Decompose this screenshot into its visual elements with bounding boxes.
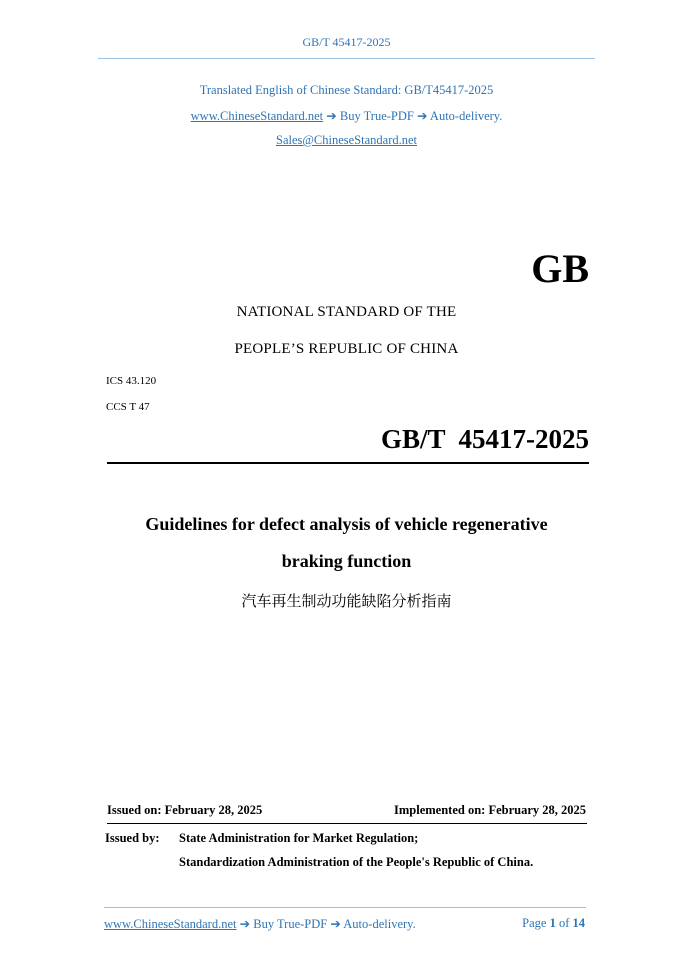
implemented-on: Implemented on: February 28, 2025: [394, 803, 586, 817]
national-line-2: PEOPLE’S REPUBLIC OF CHINA: [234, 341, 459, 357]
sales-email-link[interactable]: Sales@ChineseStandard.net: [276, 133, 417, 147]
footer-auto-text: Auto-delivery.: [343, 917, 416, 931]
title-en-line-2: braking function: [281, 551, 412, 571]
footer-rule: [104, 907, 586, 908]
page-indicator: [522, 916, 585, 931]
issued-by-label: Issued by:: [105, 831, 160, 845]
page-word: Page: [522, 916, 547, 930]
issued-by-1: State Administration for Market Regulation;: [179, 831, 419, 845]
title-zh: 汽车再生制动功能缺陷分析指南: [241, 592, 452, 610]
arrow-right-icon: ➔: [330, 917, 341, 931]
sales-line: [0, 133, 693, 148]
dates-rule: [107, 823, 587, 824]
issued-by-2: Standardization Administration of the People's Republic of China.: [179, 855, 534, 869]
title-en-line-1: Guidelines for defect analysis of vehicle regenerative: [145, 514, 548, 534]
arrow-right-icon: ➔: [326, 109, 337, 123]
standard-number: GB/T 45417-2025: [380, 424, 589, 454]
gb-mark: GB: [531, 246, 589, 291]
national-line-1: NATIONAL STANDARD OF THE: [236, 304, 457, 320]
header-rule: [98, 58, 595, 59]
buy-text: Buy True-PDF: [339, 109, 414, 123]
purchase-line: [0, 108, 693, 124]
ics-code: ICS 43.120: [106, 375, 157, 387]
footer-buy-text: Buy True-PDF: [253, 917, 328, 931]
arrow-right-icon: ➔: [239, 917, 251, 931]
footer-site-link[interactable]: www.ChineseStandard.net: [104, 917, 237, 931]
arrow-right-icon: ➔: [417, 109, 428, 123]
auto-text: Auto-delivery.: [429, 109, 503, 123]
running-header: GB/T 45417-2025: [302, 35, 391, 49]
of-word: of: [558, 916, 570, 930]
site-link[interactable]: www.ChineseStandard.net: [190, 109, 324, 123]
translated-line: Translated English of Chinese Standard: GB/T45417-2025: [199, 83, 494, 97]
page-number: 1: [549, 916, 556, 930]
footer-purchase-line: [104, 916, 416, 932]
issued-on: Issued on: February 28, 2025: [107, 803, 263, 817]
number-rule: [107, 462, 589, 464]
ccs-code: CCS T 47: [106, 401, 150, 413]
page-total: 14: [572, 916, 585, 930]
